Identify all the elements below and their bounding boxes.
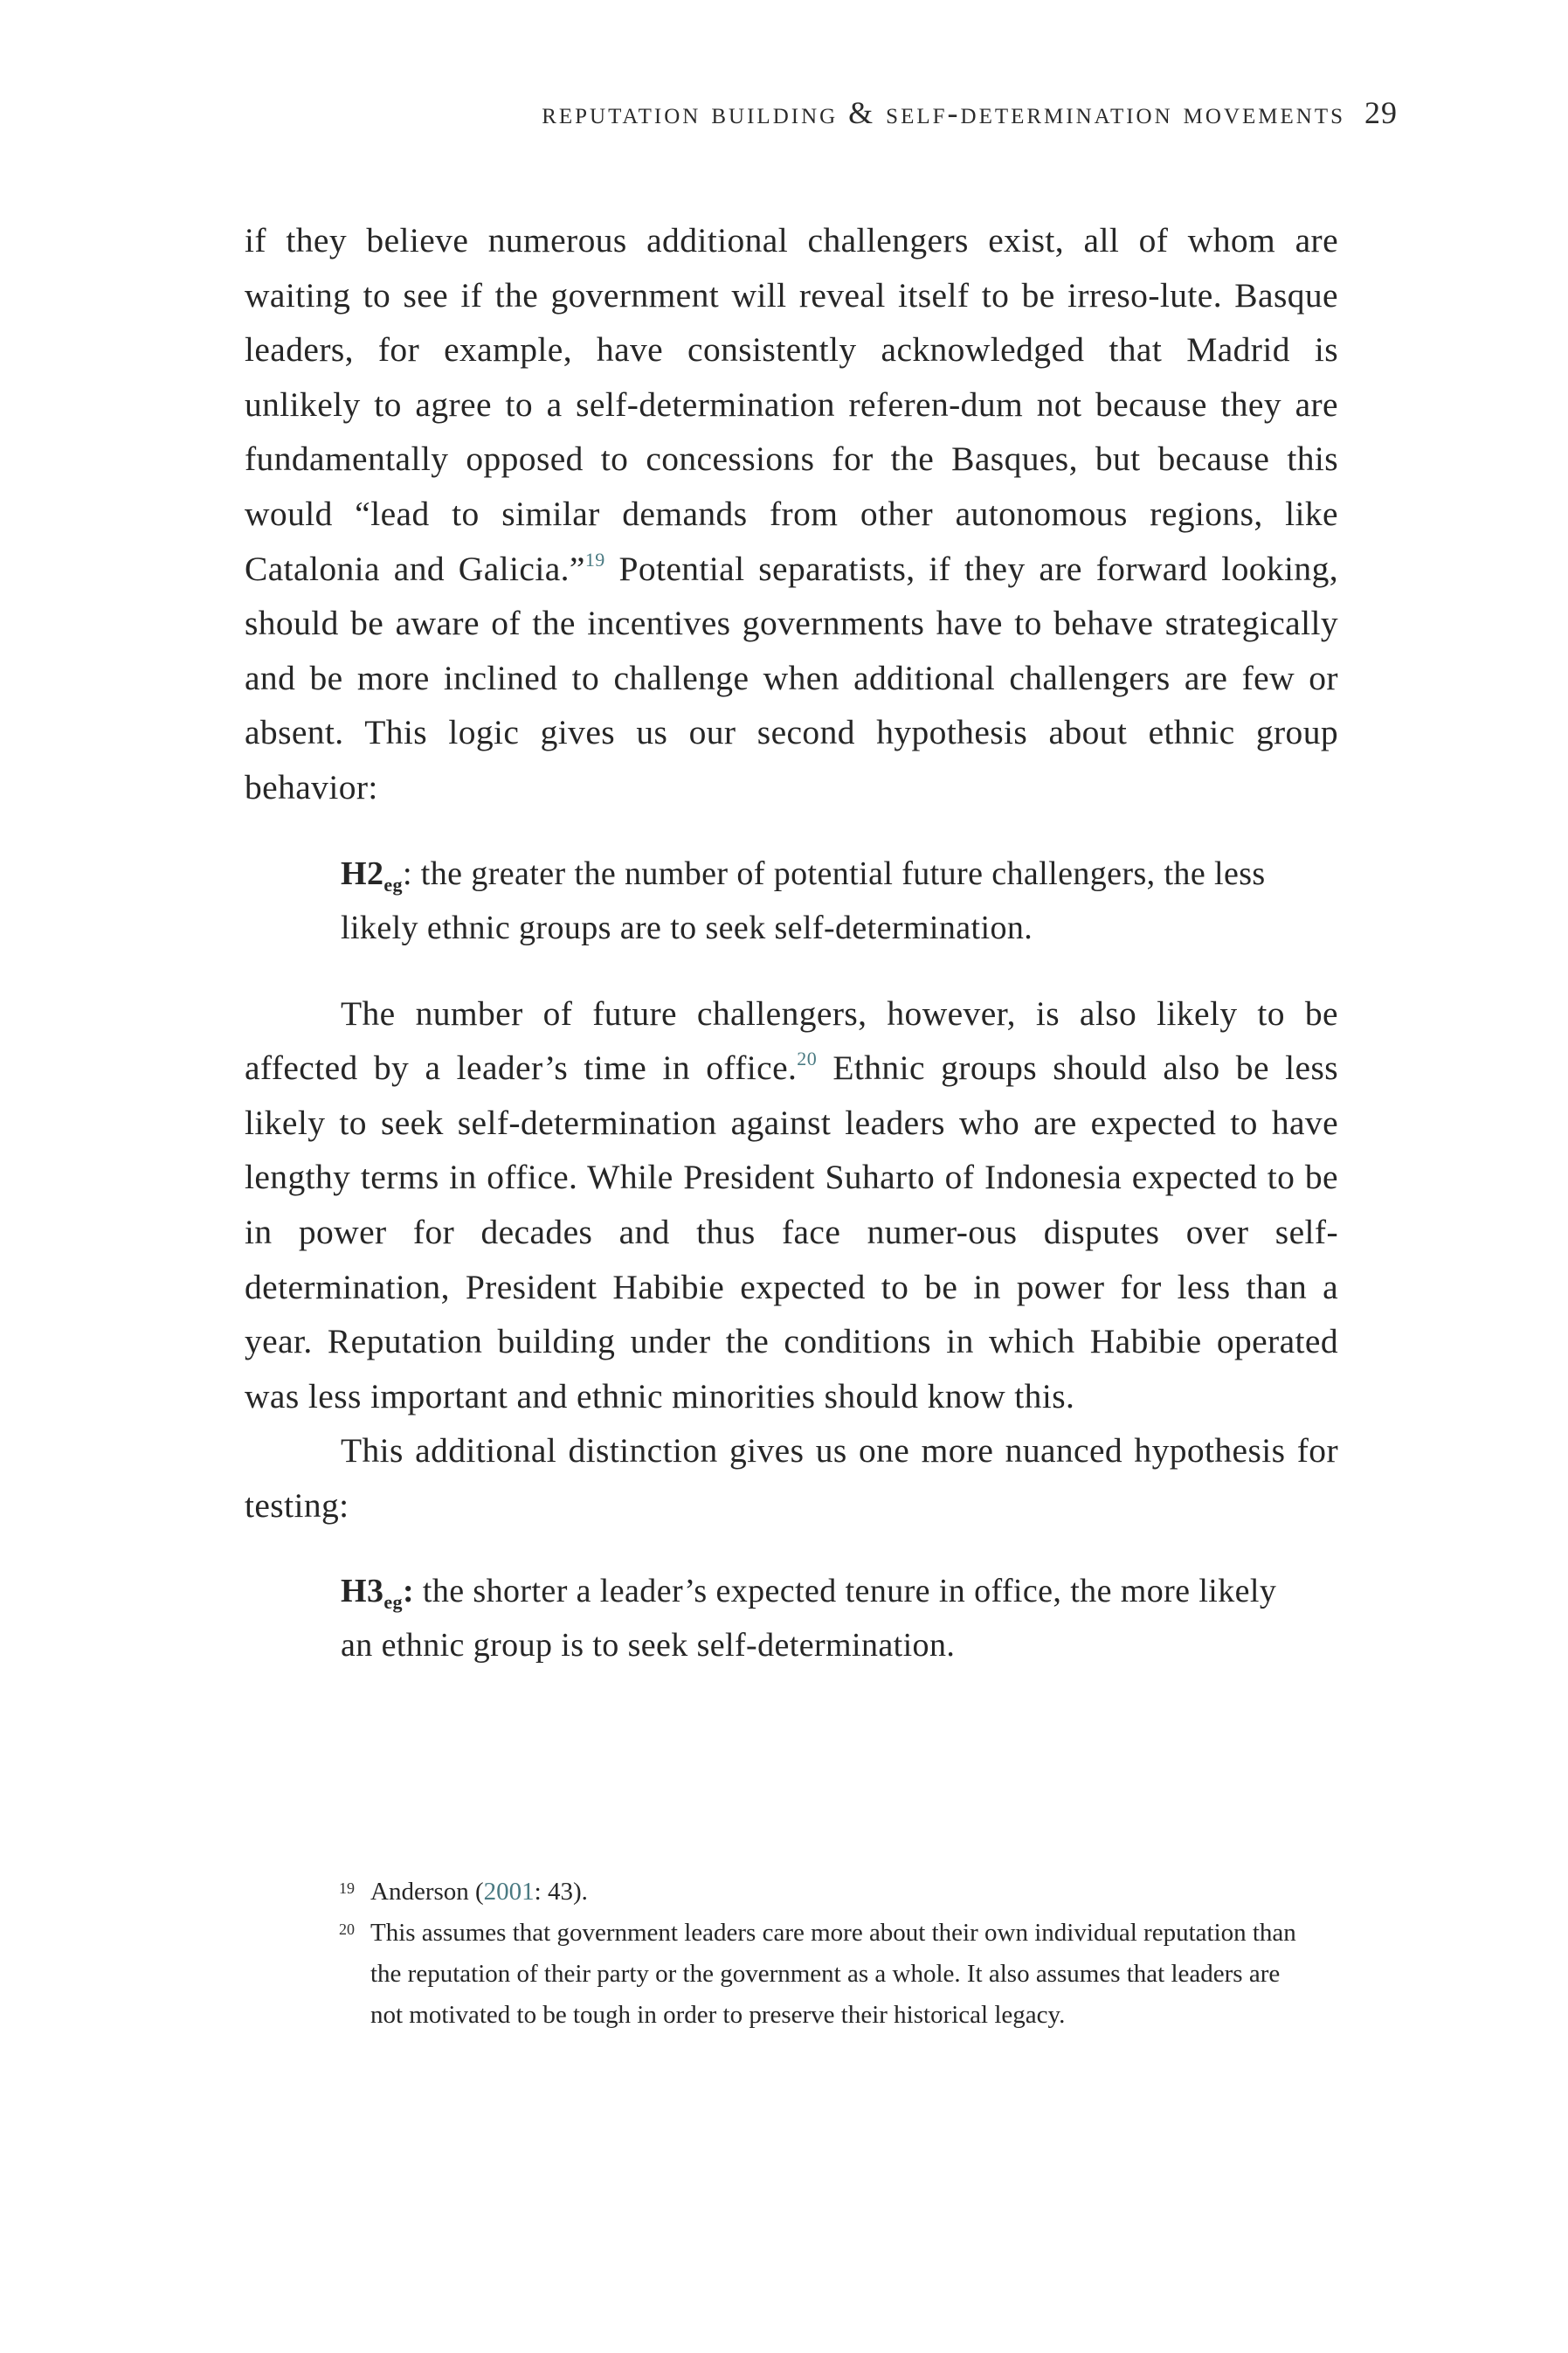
paragraph-1-text: if they believe numerous additional challengers exist, all of whom are waiting to see if the government will reveal itself to be irreso-lute. Basque leaders, for example, have consistently acknowledged that Madrid is unlikely to agree to a self-determination referen-dum not because they are fundamentally opposed to concessions for the Basques, but because this would “lead to similar demands from other autonomous regions, like Catalonia and Galicia.” (245, 221, 1338, 588)
footnote-ref-19[interactable]: 19 (584, 548, 605, 571)
running-head (245, 94, 1398, 131)
hypothesis-2 (341, 847, 1284, 955)
body-text (245, 213, 1338, 1704)
hypothesis-2-label: H2 (341, 855, 384, 892)
footnote-number: 20 (339, 1920, 355, 1938)
hypothesis-3-text: the shorter a leader’s expected tenure in office, the more likely an ethnic group is to seek self-determination. (341, 1573, 1277, 1664)
footnote-19-text: Anderson ( (370, 1878, 484, 1906)
paragraph-2-text-after: Ethnic groups should also be less likely to seek self-determination against leaders who are expected to have lengthy terms in office. While President Suharto of Indonesia expected to be in power for decades and thus face numer-ous disputes over self-determination, President Habibie expected to be in power for less than a year. Reputation building under the conditions in which Habibie operated was less important and ethnic minorities should know this. (245, 1048, 1338, 1415)
citation-link-2001[interactable]: 2001 (483, 1878, 535, 1906)
paragraph-1-text-after: Potential separatists, if they are forward looking, should be aware of the incentives governments have to behave strategically and be more inclined to challenge when additional challengers are few or absent. This logic gives us our second hypothesis about ethnic group behavior: (245, 549, 1338, 806)
hypothesis-3-colon: : (402, 1573, 414, 1610)
hypothesis-3-label: H3 (341, 1573, 384, 1610)
footnote-number: 19 (339, 1879, 355, 1897)
paragraph-3 (245, 1423, 1338, 1533)
hypothesis-3 (341, 1564, 1284, 1672)
footnote-19 (339, 1872, 1309, 1913)
paragraph-2-text: The number of future challengers, however, is also likely to be affected by a leader’s time in office. (245, 993, 1338, 1088)
paragraph-2 (245, 986, 1338, 1424)
page-number: 29 (1364, 95, 1398, 130)
footnotes (339, 1872, 1309, 2036)
running-title: reputation building & self-determination movements (542, 95, 1345, 130)
footnote-19-text-after: : 43). (534, 1878, 588, 1906)
hypothesis-2-text: : the greater the number of potential future challengers, the less likely ethnic groups are to seek self-determination. (341, 855, 1266, 946)
footnote-ref-20[interactable]: 20 (797, 1048, 818, 1070)
footnote-20-text: This assumes that government leaders care more about their own individual reputation than the reputation of their party or the government as a whole. It also assumes that leaders are not motivated to be tough in order to preserve their historical legacy. (370, 1919, 1296, 2029)
hypothesis-3-subscript: eg (383, 1591, 403, 1614)
hypothesis-2-subscript: eg (383, 873, 403, 896)
paragraph-1 (245, 213, 1338, 815)
paragraph-3-text: This additional distinction gives us one more nuanced hypothesis for testing: (245, 1431, 1338, 1525)
footnote-20 (339, 1913, 1309, 2036)
